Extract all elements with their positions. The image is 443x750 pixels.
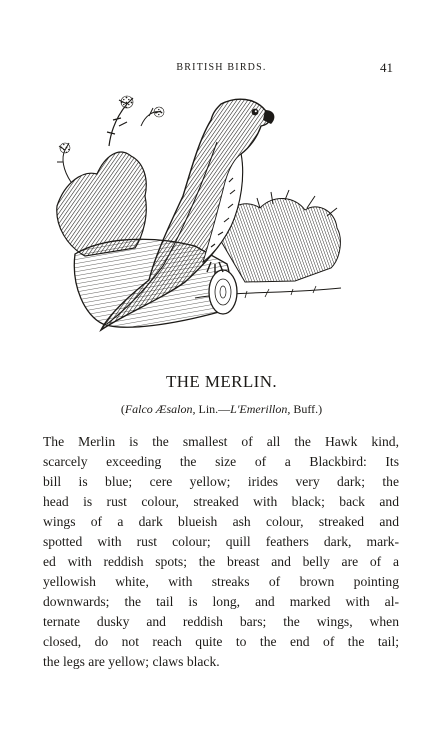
- synonymy-line: [0, 402, 443, 417]
- running-head: [0, 60, 443, 80]
- description-line: ternate dusky and reddish bars; the wings, when: [43, 614, 399, 629]
- french-authority: Buff.): [290, 402, 323, 416]
- description-line: The Merlin is the smallest of all the Hawk kind,: [43, 434, 399, 449]
- plate-title: THE MERLIN.: [165, 372, 278, 391]
- description-line: the legs are yellow; claws black.: [43, 654, 220, 669]
- latin-name: Falco Æsalon,: [124, 402, 196, 416]
- synonymy-open: (: [120, 402, 125, 416]
- running-title: BRITISH BIRDS.: [176, 62, 267, 73]
- merlin-woodcut-icon: [45, 86, 347, 348]
- description-line: downwards; the tail is long, and marked with al-: [43, 594, 399, 609]
- latin-authority: Lin.—: [195, 402, 231, 416]
- description-text: [43, 432, 399, 672]
- description-line: head is rust colour, streaked with black; back and: [43, 494, 399, 509]
- page-number: 41: [380, 60, 393, 75]
- description-line: spotted with rust colour; quill feathers dark, mark-: [43, 534, 399, 549]
- french-name: L'Emerillon,: [230, 402, 291, 416]
- description-line: closed, do not reach quite to the end of the tail;: [43, 634, 399, 649]
- description-line: ed with reddish spots; the breast and belly are of a: [43, 554, 399, 569]
- description-line: wings of a dark blueish ash colour, streaked and: [43, 514, 399, 529]
- description-line: scarcely exceeding the size of a Blackbird: Its: [43, 454, 399, 469]
- description-line: yellowish white, with streaks of brown pointing: [43, 574, 399, 589]
- description-line: bill is blue; cere yellow; irides very dark; the: [43, 474, 399, 489]
